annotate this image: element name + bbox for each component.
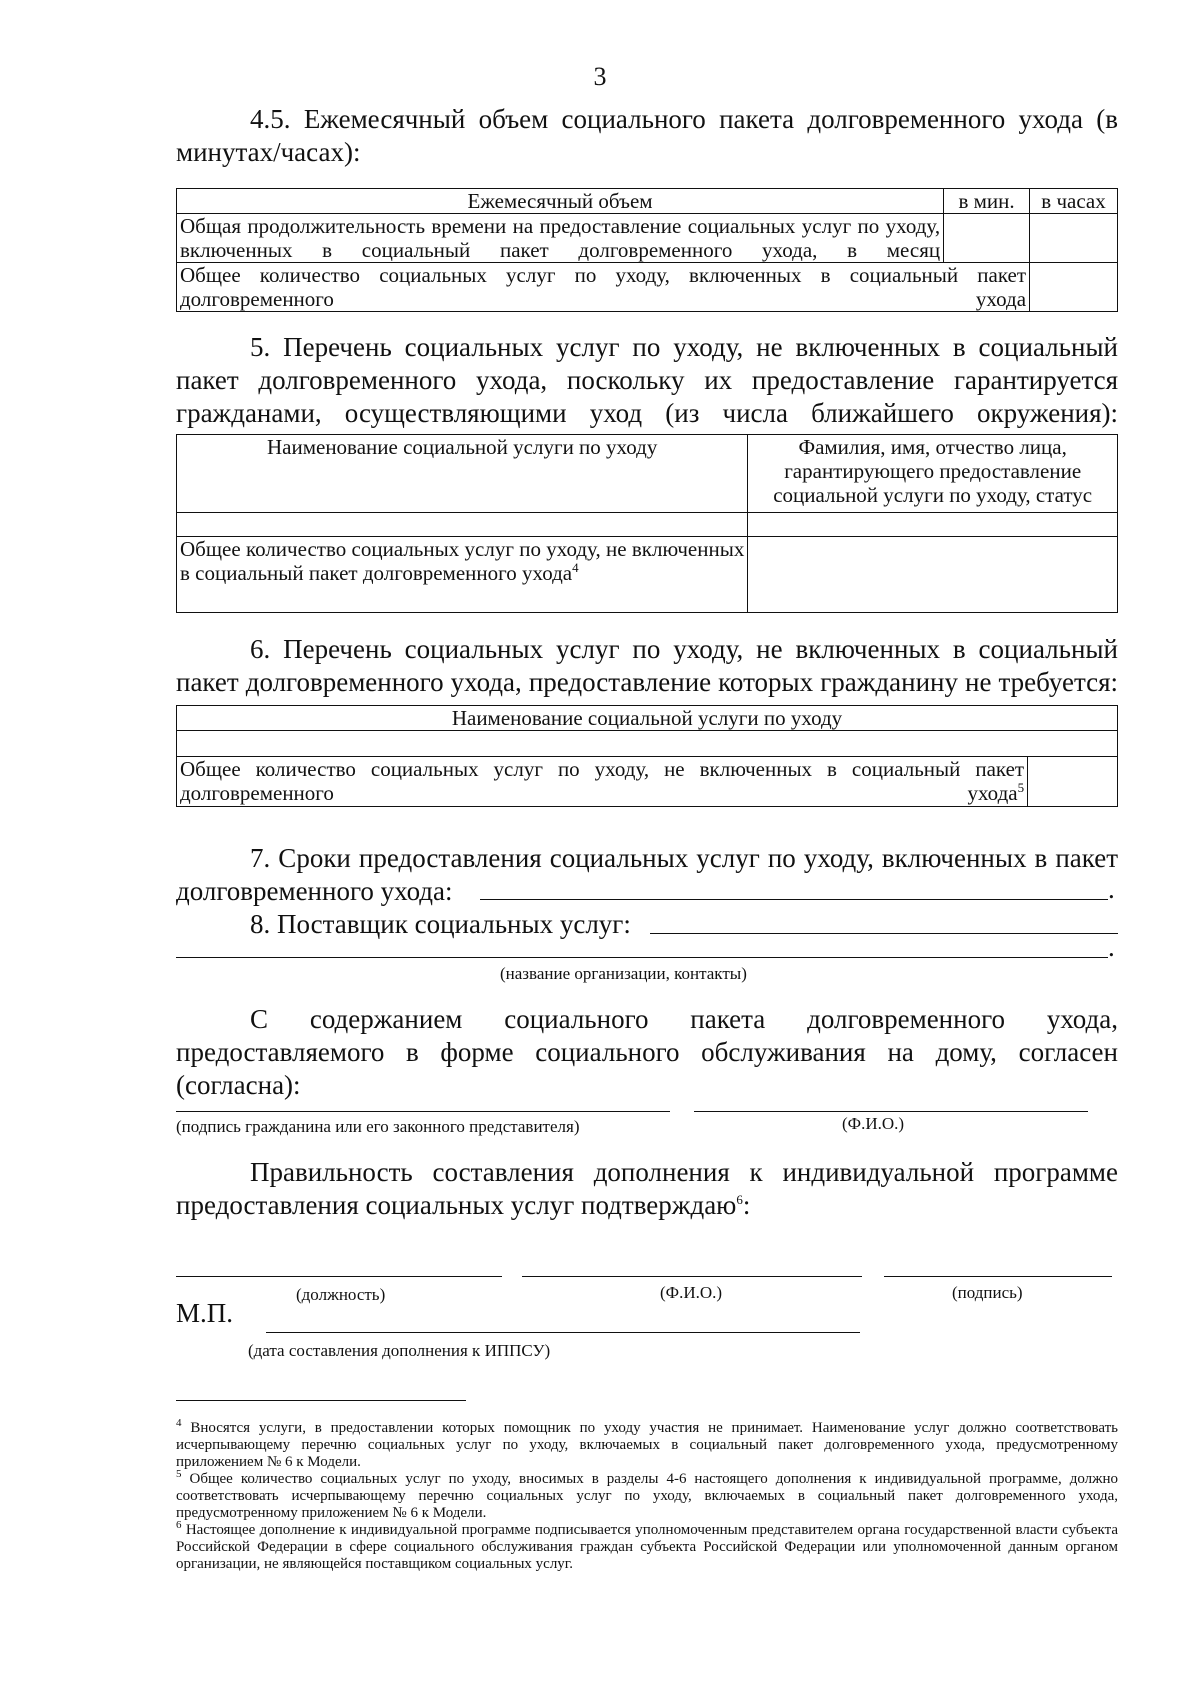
caption-citizen-signature: (подпись гражданина или его законного представителя): [176, 1117, 580, 1136]
citizen-signature-line[interactable]: [176, 1111, 670, 1112]
table-row-total-duration: Общая продолжительность времени на предоставление социальных услуг по уходу, включенных в социальный пакет долговременного ухода, в месяц: [177, 214, 944, 263]
section-8-text: [176, 908, 1118, 941]
table-cell-empty: [748, 513, 1118, 537]
table-cell-empty: [748, 537, 1118, 613]
section-5-text: [176, 331, 1118, 430]
confirm-colon: :: [742, 1190, 751, 1220]
section-4-5-number: 4.5.: [250, 104, 291, 134]
stamp-place: М.П.: [176, 1298, 234, 1328]
confirm-text: [176, 1156, 1118, 1222]
monthly-volume-table: [176, 188, 1118, 312]
table-cell-count: [1030, 263, 1118, 312]
table-cell-minutes: [944, 214, 1030, 263]
table-row-total: [177, 537, 748, 613]
page-number: 3: [593, 62, 607, 91]
table-cell-hours: [1030, 214, 1118, 263]
footnote-4-text: Вносятся услуги, в предоставлении которых помощник по уходу участия не принимает. Наименование услуг должно соответствовать исчерпывающему перечню социальных услуг по уходу, включаемых в социальный пакет долговременного ухода, предусмотренному приложением № 6 к Модели.: [176, 1420, 1118, 1470]
position-line[interactable]: [176, 1276, 502, 1277]
section-8-period: .: [1108, 932, 1115, 962]
footnote-separator: [176, 1400, 466, 1401]
table-cell-empty: [177, 513, 748, 537]
section-7-period: .: [1108, 874, 1115, 904]
caption-organization: (название организации, контакты): [500, 964, 747, 983]
footnote-5: [176, 1468, 1119, 1522]
section-6-body: 6. Перечень социальных услуг по уходу, не включенных в социальный пакет долговременного ухода, предоставление которых гражданину не требуется:: [176, 634, 1118, 697]
caption-official-signature: (подпись): [952, 1283, 1023, 1302]
table-header-service-name: Наименование социальной услуги по уходу: [177, 435, 748, 513]
table-header-guarantor: Фамилия, имя, отчество лица, гарантирующего предоставление социальной услуги по уходу, статус: [748, 435, 1118, 513]
caption-citizen-fio: (Ф.И.О.): [842, 1114, 905, 1133]
section-5-body: 5. Перечень социальных услуг по уходу, не включенных в социальный пакет долговременного ухода, поскольку их предоставление гарантируется гражданами, осуществляющими уход (из числа ближайшего окружения):: [176, 332, 1118, 428]
citizen-fio-line[interactable]: [694, 1111, 1088, 1112]
footnote-ref-4: 4: [572, 560, 579, 575]
caption-official-fio: (Ф.И.О.): [660, 1283, 723, 1302]
footnote-5-text: Общее количество социальных услуг по уходу, вносимых в разделы 4-6 настоящего дополнения к индивидуальной программе, должно соответствовать исчерпывающему перечню социальных услуг по уходу, включаемых в социальный пакет долговременного ухода, предусмотренному приложением № 6 к Модели.: [176, 1471, 1119, 1521]
date-line[interactable]: [266, 1332, 860, 1333]
section-8-fill-line[interactable]: [650, 933, 1118, 934]
table-row-total: [177, 757, 1028, 807]
not-required-services-table: [176, 705, 1118, 807]
guaranteed-services-table: [176, 434, 1118, 613]
footnote-ref-5: 5: [1017, 780, 1025, 795]
table-header-minutes: в мин.: [944, 189, 1030, 214]
section-7-fill-line[interactable]: [480, 899, 1108, 900]
caption-position: (должность): [296, 1285, 386, 1304]
table-cell-empty: [177, 731, 1118, 757]
section-7-body: 7. Сроки предоставления социальных услуг по уходу, включенных в пакет долговременного ухода:: [176, 843, 1118, 906]
section-6-text: [176, 633, 1118, 699]
footnote-5-mark: 5: [176, 1468, 182, 1480]
table-row-total-count: Общее количество социальных услуг по уходу, включенных в социальный пакет долговременного ухода: [177, 263, 1030, 312]
consent-body: С содержанием социального пакета долговременного ухода, предоставляемого в форме социального обслуживания на дому, согласен (согласна):: [176, 1004, 1118, 1100]
footnote-6: [176, 1519, 1118, 1573]
table-header-monthly-volume: Ежемесячный объем: [177, 189, 944, 214]
table-header-service-name: Наименование социальной услуги по уходу: [177, 706, 1118, 731]
section-4-5-body: Ежемесячный объем социального пакета долговременного ухода (в минутах/часах):: [176, 104, 1118, 167]
table-cell-empty: [1028, 757, 1118, 807]
footnote-6-mark: 6: [176, 1519, 182, 1531]
consent-text: [176, 1003, 1118, 1102]
section-8-body: 8. Поставщик социальных услуг:: [250, 909, 631, 939]
table-row-total-text: Общее количество социальных услуг по уходу, не включенных в социальный пакет долговременного ухода: [180, 757, 1025, 805]
footnote-4-mark: 4: [176, 1417, 182, 1429]
confirm-body: Правильность составления дополнения к индивидуальной программе предоставления социальных услуг подтверждаю: [176, 1157, 1118, 1220]
table-header-hours: в часах: [1030, 189, 1118, 214]
official-fio-line[interactable]: [522, 1276, 862, 1277]
section-8-fill-line-2[interactable]: [176, 957, 1108, 958]
caption-date: (дата составления дополнения к ИППСУ): [248, 1341, 551, 1360]
section-4-5-text: [176, 103, 1118, 169]
official-signature-line[interactable]: [884, 1276, 1112, 1277]
footnote-6-text: Настоящее дополнение к индивидуальной программе подписывается уполномоченным представителем органа государственной власти субъекта Российской Федерации в сфере социального обслуживания граждан субъекта Российской Федерации или уполномоченной данным органом организации, не являющейся поставщиком социальных услуг.: [176, 1522, 1118, 1572]
footnote-4: [176, 1417, 1118, 1471]
table-row-total-text: Общее количество социальных услуг по уходу, не включенных в социальный пакет долговременного ухода: [180, 537, 745, 585]
footnote-ref-6: 6: [736, 1192, 743, 1207]
